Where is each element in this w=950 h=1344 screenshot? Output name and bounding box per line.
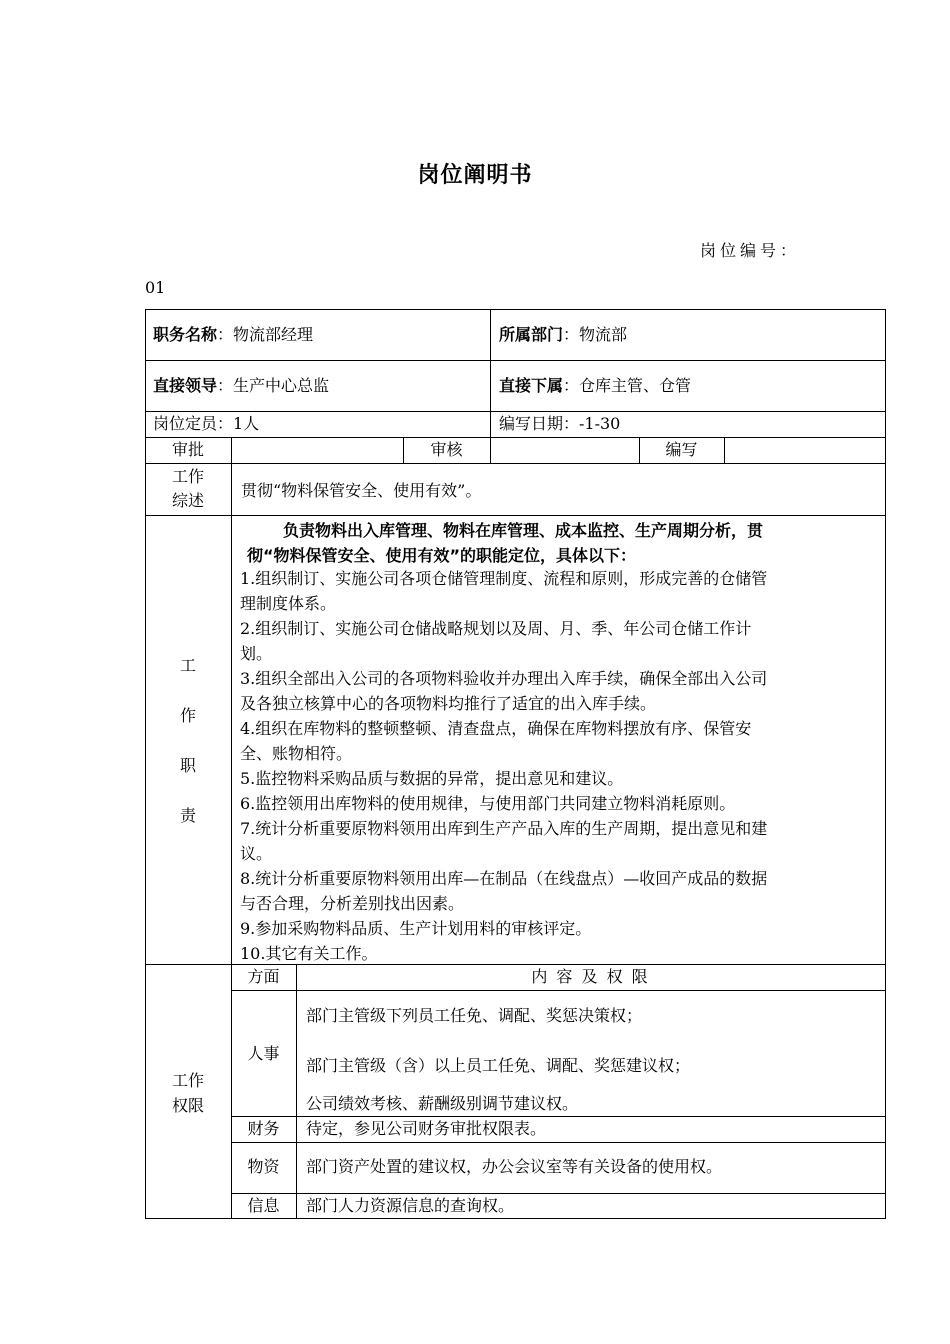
duty-item-8 bbox=[240, 866, 880, 916]
position-number-value: 01 bbox=[145, 278, 166, 297]
duty-item-4 bbox=[240, 716, 880, 766]
headcount: 岗位定员：1人 bbox=[153, 414, 260, 433]
write-label: 编写 bbox=[665, 440, 698, 459]
duty-item-line: 8.统计分析重要原物料领用出库—在制品（在线盘点）—收回产成品的数据 bbox=[240, 869, 768, 888]
hr-authority-2: 部门主管级（含）以上员工任免、调配、奖惩建议权； bbox=[306, 1056, 691, 1075]
duties-label-3: 职 bbox=[179, 756, 196, 775]
duties-label-4: 责 bbox=[179, 806, 196, 825]
duty-item-line: 与否合理，分析差别找出因素。 bbox=[240, 894, 465, 913]
duty-item-2 bbox=[240, 616, 880, 666]
duties-intro-line-1: 负责物料出入库管理、物料在库管理、成本监控、生产周期分析，贯 bbox=[283, 521, 764, 540]
hr-label: 人事 bbox=[247, 1044, 280, 1063]
duty-item-line: 3.组织全部出入公司的各项物料验收并办理出入库手续，确保全部出入公司 bbox=[240, 669, 768, 688]
job-title-label: 职务名称 bbox=[153, 325, 218, 344]
subordinates-value: ：仓库主管、仓管 bbox=[563, 376, 692, 395]
page-title: 岗位阐明书 bbox=[417, 163, 533, 188]
hr-authority-3: 公司绩效考核、薪酬级别调节建议权。 bbox=[306, 1094, 579, 1113]
duty-item-1 bbox=[240, 566, 880, 616]
review-label: 审核 bbox=[430, 440, 463, 459]
duty-item-line: 1.组织制订、实施公司各项仓储管理制度、流程和原则，形成完善的仓储管 bbox=[240, 569, 768, 588]
supervisor-label: 直接领导 bbox=[153, 376, 218, 395]
job-title-row bbox=[153, 325, 313, 345]
duty-item-line: 及各独立核算中心的各项物料均推行了适宜的出入库手续。 bbox=[240, 694, 657, 713]
duty-item-line: 2.组织制订、实施公司仓储战略规划以及周、月、季、年公司仓储工作计 bbox=[240, 619, 752, 638]
duty-item-9: 9.参加采购物料品质、生产计划用料的审核评定。 bbox=[240, 919, 592, 938]
authority-label-2: 权限 bbox=[171, 1096, 204, 1115]
material-authority: 部门资产处置的建议权，办公会议室等有关设备的使用权。 bbox=[306, 1157, 723, 1176]
authority-label-1: 工作 bbox=[171, 1071, 204, 1090]
duty-item-10: 10.其它有关工作。 bbox=[240, 944, 378, 963]
department-value: ：物流部 bbox=[563, 325, 628, 344]
duty-item-line: 全、账物相符。 bbox=[240, 744, 353, 763]
summary-label-2: 综述 bbox=[171, 491, 204, 510]
supervisor-row bbox=[153, 376, 329, 396]
duties-intro-line-2: 彻“物料保管安全、使用有效”的职能定位，具体以下： bbox=[247, 546, 637, 565]
position-number-label: 岗位编号： bbox=[700, 241, 801, 260]
supervisor-value: ：生产中心总监 bbox=[217, 376, 330, 395]
summary-text: 贯彻“物料保管安全、使用有效”。 bbox=[241, 481, 482, 500]
duties-intro bbox=[241, 518, 881, 568]
department-row bbox=[499, 325, 627, 345]
duties-list bbox=[240, 566, 880, 966]
duty-item-7 bbox=[240, 816, 880, 866]
duties-label-2: 作 bbox=[179, 706, 196, 725]
duty-item-line: 理制度体系。 bbox=[240, 594, 337, 613]
hr-authority-1: 部门主管级下列员工任免、调配、奖惩决策权； bbox=[306, 1006, 643, 1025]
finance-authority: 待定，参见公司财务审批权限表。 bbox=[306, 1119, 547, 1138]
finance-label: 财务 bbox=[247, 1119, 280, 1138]
duty-item-3 bbox=[240, 666, 880, 716]
aspect-header: 方面 bbox=[247, 967, 280, 986]
info-label: 信息 bbox=[247, 1196, 280, 1215]
duty-item-line: 划。 bbox=[240, 644, 273, 663]
duty-item-line: 议。 bbox=[240, 844, 273, 863]
content-header: 内 容 及 权 限 bbox=[531, 967, 650, 986]
subordinates-row bbox=[499, 376, 691, 396]
approve-label: 审批 bbox=[171, 440, 204, 459]
material-label: 物资 bbox=[247, 1157, 280, 1176]
duty-item-line: 7.统计分析重要原物料领用出库到生产产品入库的生产周期，提出意见和建 bbox=[240, 819, 768, 838]
duties-label-1: 工 bbox=[179, 656, 196, 675]
duty-item-6: 6.监控领用出库物料的使用规律，与使用部门共同建立物料消耗原则。 bbox=[240, 794, 736, 813]
job-title-value: ：物流部经理 bbox=[217, 325, 314, 344]
duty-item-5: 5.监控物料采购品质与数据的异常，提出意见和建议。 bbox=[240, 769, 624, 788]
info-authority: 部门人力资源信息的查询权。 bbox=[306, 1196, 515, 1215]
summary-label-1: 工作 bbox=[171, 467, 204, 486]
write-date: 编写日期：-1-30 bbox=[499, 414, 621, 433]
department-label: 所属部门 bbox=[499, 325, 564, 344]
duty-item-line: 4.组织在库物料的整顿整顿、清查盘点，确保在库物料摆放有序、保管安 bbox=[240, 719, 752, 738]
subordinates-label: 直接下属 bbox=[499, 376, 564, 395]
